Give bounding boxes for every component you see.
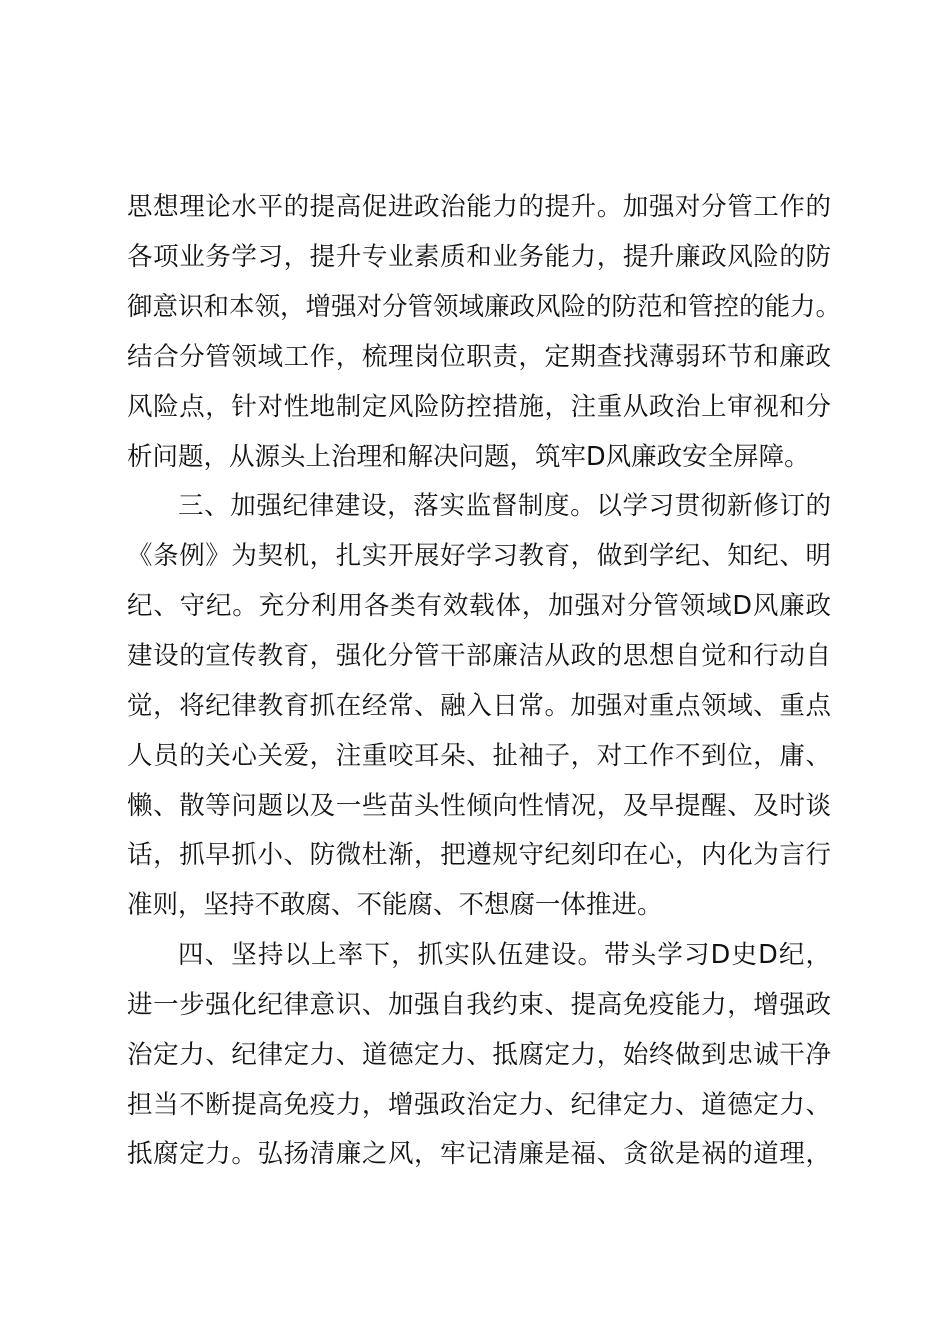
text-line: 准则，坚持不敢腐、不能腐、不想腐一体推进。 bbox=[127, 890, 663, 920]
text-line: 《条例》为契机，扎实开展好学习教育，做到学纪、知纪、明 bbox=[127, 541, 831, 571]
text-line: 话，抓早抓小、防微杜渐，把遵规守纪刻印在心，内化为言行 bbox=[127, 840, 831, 870]
text-line: 人员的关心关爱，注重咬耳朵、扯袖子，对工作不到位，庸、 bbox=[127, 741, 831, 771]
text-line: 思想理论水平的提高促进政治能力的提升。加强对分管工作的 bbox=[127, 192, 831, 222]
text-line: 觉，将纪律教育抓在经常、融入日常。加强对重点领域、重点 bbox=[127, 691, 831, 721]
text-line: 结合分管领域工作，梳理岗位职责，定期查找薄弱环节和廉政 bbox=[127, 342, 831, 372]
text-line: 懒、散等问题以及一些苗头性倾向性情况，及早提醒、及时谈 bbox=[127, 791, 831, 821]
text-line: 各项业务学习，提升专业素质和业务能力，提升廉政风险的防 bbox=[127, 242, 831, 272]
text-line: 纪、守纪。充分利用各类有效载体，加强对分管领域D风廉政 bbox=[127, 591, 831, 621]
text-line: 风险点，针对性地制定风险防控措施，注重从政治上审视和分 bbox=[127, 392, 831, 422]
text-line: 进一步强化纪律意识、加强自我约束、提高免疫能力，增强政 bbox=[127, 990, 831, 1020]
text-line: 抵腐定力。弘扬清廉之风，牢记清廉是福、贪欲是祸的道理， bbox=[127, 1139, 831, 1169]
section-heading-line: 四、坚持以上率下，抓实队伍建设。带头学习D史D纪， bbox=[178, 940, 831, 970]
text-line: 治定力、纪律定力、道德定力、抵腐定力，始终做到忠诚干净 bbox=[127, 1040, 831, 1070]
section-heading-line: 三、加强纪律建设，落实监督制度。以学习贯彻新修订的 bbox=[178, 491, 831, 521]
text-line: 析问题，从源头上治理和解决问题，筑牢D风廉政安全屏障。 bbox=[127, 442, 810, 472]
text-line: 建设的宣传教育，强化分管干部廉洁从政的思想自觉和行动自 bbox=[127, 641, 831, 671]
text-line: 担当不断提高免疫力，增强政治定力、纪律定力、道德定力、 bbox=[127, 1090, 831, 1120]
text-line: 御意识和本领，增强对分管领域廉政风险的防范和管控的能力。 bbox=[127, 292, 842, 322]
